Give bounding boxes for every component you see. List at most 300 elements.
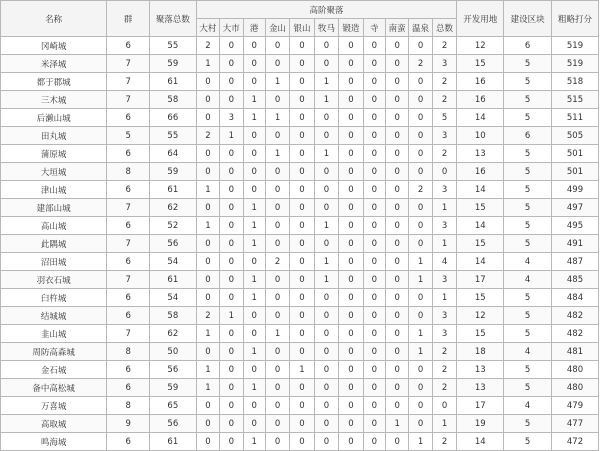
header-sub-forge[interactable]: 锻造	[339, 19, 363, 37]
cell-high-level: 0	[196, 199, 219, 217]
table-row[interactable]	[1, 145, 599, 163]
cell-high-level: 1	[314, 91, 338, 109]
cell-high-level: 0	[385, 379, 408, 397]
cell-high-level: 0	[385, 109, 408, 127]
cell-high-level: 0	[385, 289, 408, 307]
cell-blocks: 5	[504, 379, 552, 397]
cell-high-level: 2	[409, 55, 432, 73]
cell-high-level: 1	[243, 271, 265, 289]
cell-high-level: 0	[196, 289, 219, 307]
cell-high-level: 0	[314, 325, 338, 343]
table-row[interactable]	[1, 361, 599, 379]
header-score[interactable]: 粗略打分	[552, 1, 599, 37]
cell-high-level: 0	[409, 163, 432, 181]
cell-group: 6	[107, 361, 150, 379]
cell-high-level: 0	[385, 181, 408, 199]
cell-total: 55	[149, 37, 196, 55]
cell-dev: 13	[457, 145, 504, 163]
cell-high-level: 0	[290, 55, 314, 73]
cell-total: 54	[149, 289, 196, 307]
cell-blocks: 5	[504, 289, 552, 307]
cell-high-level: 0	[220, 397, 243, 415]
cell-high-level: 0	[339, 73, 363, 91]
cell-high-level: 0	[196, 397, 219, 415]
cell-high-level: 2	[409, 181, 432, 199]
cell-high-level: 0	[290, 271, 314, 289]
cell-name: 高山城	[1, 217, 107, 235]
table-row[interactable]	[1, 235, 599, 253]
cell-blocks: 6	[504, 127, 552, 145]
cell-blocks: 5	[504, 361, 552, 379]
cell-high-level: 0	[220, 73, 243, 91]
cell-group: 6	[107, 433, 150, 451]
cell-high-level: 3	[220, 109, 243, 127]
cell-high-level: 0	[196, 271, 219, 289]
cell-dev: 15	[457, 235, 504, 253]
cell-high-level: 0	[363, 235, 385, 253]
cell-total: 59	[149, 55, 196, 73]
cell-high-level: 0	[409, 415, 432, 433]
cell-high-level: 0	[290, 163, 314, 181]
cell-high-level: 2	[432, 91, 457, 109]
cell-score: 479	[552, 397, 599, 415]
cell-group: 6	[107, 379, 150, 397]
cell-high-level: 1	[314, 73, 338, 91]
cell-high-level: 0	[339, 217, 363, 235]
cell-total: 58	[149, 307, 196, 325]
cell-total: 58	[149, 91, 196, 109]
cell-high-level: 0	[385, 217, 408, 235]
cell-high-level: 0	[290, 181, 314, 199]
cell-high-level: 0	[265, 217, 289, 235]
cell-score: 482	[552, 307, 599, 325]
cell-high-level: 0	[339, 361, 363, 379]
cell-high-level: 0	[220, 235, 243, 253]
cell-high-level: 0	[196, 343, 219, 361]
cell-score: 485	[552, 271, 599, 289]
cell-high-level: 0	[409, 73, 432, 91]
cell-high-level: 0	[314, 289, 338, 307]
cell-high-level: 0	[409, 217, 432, 235]
cell-high-level: 0	[409, 145, 432, 163]
cell-group: 6	[107, 145, 150, 163]
cell-blocks: 5	[504, 73, 552, 91]
cell-group: 6	[107, 289, 150, 307]
cell-high-level: 0	[363, 199, 385, 217]
cell-high-level: 0	[243, 325, 265, 343]
cell-high-level: 0	[409, 361, 432, 379]
cell-high-level: 0	[385, 433, 408, 451]
table-row[interactable]	[1, 343, 599, 361]
cell-high-level: 1	[409, 343, 432, 361]
cell-score: 501	[552, 145, 599, 163]
cell-high-level: 0	[220, 343, 243, 361]
table-row[interactable]	[1, 91, 599, 109]
cell-blocks: 5	[504, 307, 552, 325]
cell-high-level: 0	[196, 163, 219, 181]
cell-high-level: 0	[363, 253, 385, 271]
table-row[interactable]	[1, 433, 599, 451]
cell-name: 高取城	[1, 415, 107, 433]
cell-group: 6	[107, 109, 150, 127]
cell-high-level: 3	[432, 307, 457, 325]
cell-high-level: 0	[196, 91, 219, 109]
cell-total: 56	[149, 235, 196, 253]
table-row[interactable]	[1, 37, 599, 55]
cell-high-level: 1	[196, 325, 219, 343]
cell-high-level: 0	[265, 415, 289, 433]
cell-high-level: 0	[385, 199, 408, 217]
cell-high-level: 0	[385, 37, 408, 55]
cell-high-level: 1	[243, 217, 265, 235]
cell-blocks: 4	[504, 397, 552, 415]
table-row[interactable]	[1, 181, 599, 199]
cell-high-level: 1	[220, 307, 243, 325]
cell-high-level: 0	[243, 253, 265, 271]
cell-high-level: 1	[409, 325, 432, 343]
header-blocks[interactable]: 建设区块	[504, 1, 552, 37]
cell-high-level: 0	[339, 109, 363, 127]
cell-group: 8	[107, 163, 150, 181]
cell-high-level: 0	[385, 55, 408, 73]
cell-high-level: 1	[265, 109, 289, 127]
cell-high-level: 1	[265, 73, 289, 91]
cell-high-level: 1	[314, 217, 338, 235]
header-high-level: 高阶聚落	[196, 1, 457, 19]
cell-high-level: 0	[385, 361, 408, 379]
table-row[interactable]	[1, 415, 599, 433]
cell-group: 7	[107, 325, 150, 343]
cell-high-level: 0	[363, 163, 385, 181]
cell-high-level: 0	[290, 235, 314, 253]
cell-high-level: 3	[432, 55, 457, 73]
cell-high-level: 0	[385, 91, 408, 109]
cell-high-level: 0	[243, 55, 265, 73]
cell-high-level: 0	[409, 109, 432, 127]
table-row[interactable]	[1, 271, 599, 289]
cell-high-level: 0	[339, 55, 363, 73]
cell-high-level: 0	[220, 433, 243, 451]
cell-high-level: 0	[314, 361, 338, 379]
cell-high-level: 0	[409, 91, 432, 109]
cell-group: 5	[107, 127, 150, 145]
cell-group: 6	[107, 37, 150, 55]
cell-group: 7	[107, 91, 150, 109]
header-sub-port[interactable]: 港	[243, 19, 265, 37]
cell-high-level: 0	[385, 307, 408, 325]
cell-high-level: 0	[220, 37, 243, 55]
cell-high-level: 0	[265, 127, 289, 145]
cell-high-level: 0	[409, 37, 432, 55]
cell-high-level: 0	[363, 397, 385, 415]
cell-high-level: 0	[314, 343, 338, 361]
cell-high-level: 3	[432, 181, 457, 199]
cell-high-level: 3	[432, 127, 457, 145]
cell-high-level: 0	[290, 145, 314, 163]
cell-score: 515	[552, 91, 599, 109]
cell-total: 56	[149, 361, 196, 379]
cell-high-level: 0	[363, 127, 385, 145]
header-total[interactable]: 聚落总数	[149, 1, 196, 37]
cell-high-level: 0	[385, 343, 408, 361]
cell-score: 484	[552, 289, 599, 307]
cell-dev: 16	[457, 163, 504, 181]
cell-blocks: 5	[504, 433, 552, 451]
cell-score: 497	[552, 199, 599, 217]
cell-high-level: 0	[409, 397, 432, 415]
cell-high-level: 0	[363, 325, 385, 343]
cell-dev: 13	[457, 379, 504, 397]
cell-high-level: 2	[432, 343, 457, 361]
cell-high-level: 2	[196, 37, 219, 55]
cell-name: 沼田城	[1, 253, 107, 271]
cell-high-level: 0	[385, 397, 408, 415]
cell-high-level: 0	[314, 109, 338, 127]
cell-total: 61	[149, 433, 196, 451]
cell-dev: 15	[457, 289, 504, 307]
cell-name: 蒲原城	[1, 145, 107, 163]
cell-high-level: 0	[243, 397, 265, 415]
cell-high-level: 2	[432, 433, 457, 451]
table-row[interactable]	[1, 109, 599, 127]
header-sub-village[interactable]: 大村	[196, 19, 219, 37]
cell-high-level: 0	[243, 181, 265, 199]
table-row[interactable]	[1, 289, 599, 307]
header-sub-temple[interactable]: 寺	[363, 19, 385, 37]
cell-high-level: 0	[314, 199, 338, 217]
cell-high-level: 0	[220, 91, 243, 109]
cell-high-level: 2	[432, 361, 457, 379]
cell-dev: 15	[457, 325, 504, 343]
cell-high-level: 0	[363, 289, 385, 307]
cell-dev: 14	[457, 109, 504, 127]
cell-high-level: 0	[339, 379, 363, 397]
cell-blocks: 5	[504, 55, 552, 73]
cell-dev: 13	[457, 361, 504, 379]
cell-name: 建部山城	[1, 199, 107, 217]
header-group[interactable]: 群	[107, 1, 150, 37]
cell-high-level: 2	[196, 307, 219, 325]
cell-high-level: 0	[243, 73, 265, 91]
cell-high-level: 0	[243, 361, 265, 379]
cell-high-level: 1	[196, 379, 219, 397]
cell-high-level: 2	[432, 145, 457, 163]
cell-score: 499	[552, 181, 599, 199]
cell-name: 鸣海城	[1, 433, 107, 451]
cell-high-level: 0	[290, 343, 314, 361]
cell-high-level: 0	[363, 217, 385, 235]
cell-high-level: 0	[339, 343, 363, 361]
cell-high-level: 0	[314, 415, 338, 433]
cell-dev: 14	[457, 253, 504, 271]
cell-high-level: 0	[339, 307, 363, 325]
cell-total: 55	[149, 127, 196, 145]
cell-dev: 19	[457, 415, 504, 433]
cell-high-level: 0	[363, 271, 385, 289]
table-row[interactable]	[1, 199, 599, 217]
cell-high-level: 1	[432, 235, 457, 253]
cell-high-level: 0	[363, 181, 385, 199]
cell-high-level: 1	[432, 199, 457, 217]
cell-name: 万喜城	[1, 397, 107, 415]
cell-blocks: 4	[504, 253, 552, 271]
cell-high-level: 0	[220, 415, 243, 433]
table-row[interactable]	[1, 127, 599, 145]
cell-high-level: 1	[432, 415, 457, 433]
cell-high-level: 0	[265, 163, 289, 181]
header-sub-market[interactable]: 大市	[220, 19, 243, 37]
cell-high-level: 1	[243, 379, 265, 397]
cell-blocks: 6	[504, 37, 552, 55]
cell-group: 6	[107, 253, 150, 271]
header-sub-horse[interactable]: 牧马	[314, 19, 338, 37]
cell-high-level: 0	[220, 361, 243, 379]
cell-dev: 12	[457, 307, 504, 325]
cell-high-level: 0	[290, 325, 314, 343]
table-row[interactable]	[1, 325, 599, 343]
cell-high-level: 0	[265, 91, 289, 109]
cell-high-level: 3	[432, 217, 457, 235]
cell-high-level: 0	[290, 37, 314, 55]
cell-blocks: 5	[504, 325, 552, 343]
cell-high-level: 0	[339, 325, 363, 343]
cell-high-level: 1	[243, 91, 265, 109]
cell-high-level: 0	[339, 397, 363, 415]
cell-dev: 15	[457, 199, 504, 217]
table-row[interactable]	[1, 73, 599, 91]
cell-high-level: 1	[314, 271, 338, 289]
cell-high-level: 0	[314, 379, 338, 397]
table-row[interactable]	[1, 55, 599, 73]
cell-high-level: 0	[220, 271, 243, 289]
cell-high-level: 0	[363, 415, 385, 433]
cell-blocks: 5	[504, 415, 552, 433]
cell-blocks: 5	[504, 217, 552, 235]
cell-high-level: 0	[363, 145, 385, 163]
cell-group: 9	[107, 415, 150, 433]
cell-high-level: 0	[196, 235, 219, 253]
cell-high-level: 0	[339, 91, 363, 109]
cell-score: 480	[552, 379, 599, 397]
table-row[interactable]	[1, 397, 599, 415]
header-sub-nanban[interactable]: 南蛮	[385, 19, 408, 37]
cell-name: 田丸城	[1, 127, 107, 145]
cell-score: 495	[552, 217, 599, 235]
cell-high-level: 0	[363, 73, 385, 91]
table-row[interactable]	[1, 163, 599, 181]
cell-dev: 17	[457, 271, 504, 289]
cell-high-level: 0	[243, 163, 265, 181]
cell-high-level: 0	[265, 379, 289, 397]
cell-high-level: 0	[290, 415, 314, 433]
cell-high-level: 1	[243, 109, 265, 127]
cell-dev: 16	[457, 73, 504, 91]
cell-name: 金石城	[1, 361, 107, 379]
header-dev[interactable]: 开发用地	[457, 1, 504, 37]
cell-high-level: 0	[290, 433, 314, 451]
table-row[interactable]	[1, 379, 599, 397]
cell-high-level: 0	[339, 199, 363, 217]
header-name[interactable]: 名称	[1, 1, 107, 37]
header-sub-onsen[interactable]: 温泉	[409, 19, 432, 37]
cell-name: 三木城	[1, 91, 107, 109]
cell-high-level: 0	[290, 109, 314, 127]
cell-total: 59	[149, 379, 196, 397]
cell-high-level: 0	[363, 343, 385, 361]
cell-high-level: 0	[363, 361, 385, 379]
cell-high-level: 0	[290, 217, 314, 235]
cell-high-level: 1	[265, 325, 289, 343]
cell-group: 7	[107, 235, 150, 253]
cell-high-level: 0	[409, 289, 432, 307]
cell-high-level: 0	[314, 235, 338, 253]
header-sub-gold[interactable]: 金山	[265, 19, 289, 37]
cell-high-level: 0	[220, 325, 243, 343]
cell-score: 481	[552, 343, 599, 361]
cell-high-level: 1	[314, 253, 338, 271]
header-sub-silver[interactable]: 银山	[290, 19, 314, 37]
table-row[interactable]	[1, 307, 599, 325]
cell-score: 487	[552, 253, 599, 271]
cell-high-level: 1	[243, 343, 265, 361]
cell-high-level: 0	[314, 127, 338, 145]
cell-high-level: 0	[220, 163, 243, 181]
cell-high-level: 0	[314, 307, 338, 325]
cell-high-level: 1	[432, 289, 457, 307]
cell-name: 冈崎城	[1, 37, 107, 55]
cell-high-level: 0	[339, 271, 363, 289]
cell-name: 大垣城	[1, 163, 107, 181]
cell-dev: 12	[457, 37, 504, 55]
cell-high-level: 0	[339, 433, 363, 451]
cell-high-level: 1	[385, 415, 408, 433]
cell-high-level: 0	[385, 163, 408, 181]
cell-score: 519	[552, 55, 599, 73]
cell-high-level: 0	[409, 379, 432, 397]
cell-high-level: 0	[339, 163, 363, 181]
header-sub-count[interactable]: 总数	[432, 19, 457, 37]
cell-high-level: 0	[243, 37, 265, 55]
cell-high-level: 0	[196, 415, 219, 433]
cell-high-level: 1	[243, 289, 265, 307]
cell-high-level: 0	[220, 55, 243, 73]
cell-name: 韭山城	[1, 325, 107, 343]
cell-total: 54	[149, 253, 196, 271]
cell-group: 6	[107, 307, 150, 325]
table-row[interactable]	[1, 217, 599, 235]
cell-high-level: 0	[339, 37, 363, 55]
cell-total: 56	[149, 415, 196, 433]
cell-high-level: 0	[385, 253, 408, 271]
cell-blocks: 5	[504, 91, 552, 109]
cell-blocks: 5	[504, 163, 552, 181]
cell-high-level: 1	[314, 145, 338, 163]
cell-name: 备中高松城	[1, 379, 107, 397]
table-row[interactable]	[1, 253, 599, 271]
cell-high-level: 2	[432, 37, 457, 55]
cell-high-level: 0	[290, 379, 314, 397]
cell-dev: 10	[457, 127, 504, 145]
cell-high-level: 0	[265, 307, 289, 325]
cell-high-level: 0	[290, 127, 314, 145]
cell-score: 519	[552, 37, 599, 55]
cell-high-level: 0	[409, 127, 432, 145]
cell-high-level: 1	[196, 55, 219, 73]
cell-score: 511	[552, 109, 599, 127]
cell-high-level: 1	[409, 253, 432, 271]
cell-name: 津山城	[1, 181, 107, 199]
cell-high-level: 0	[432, 163, 457, 181]
